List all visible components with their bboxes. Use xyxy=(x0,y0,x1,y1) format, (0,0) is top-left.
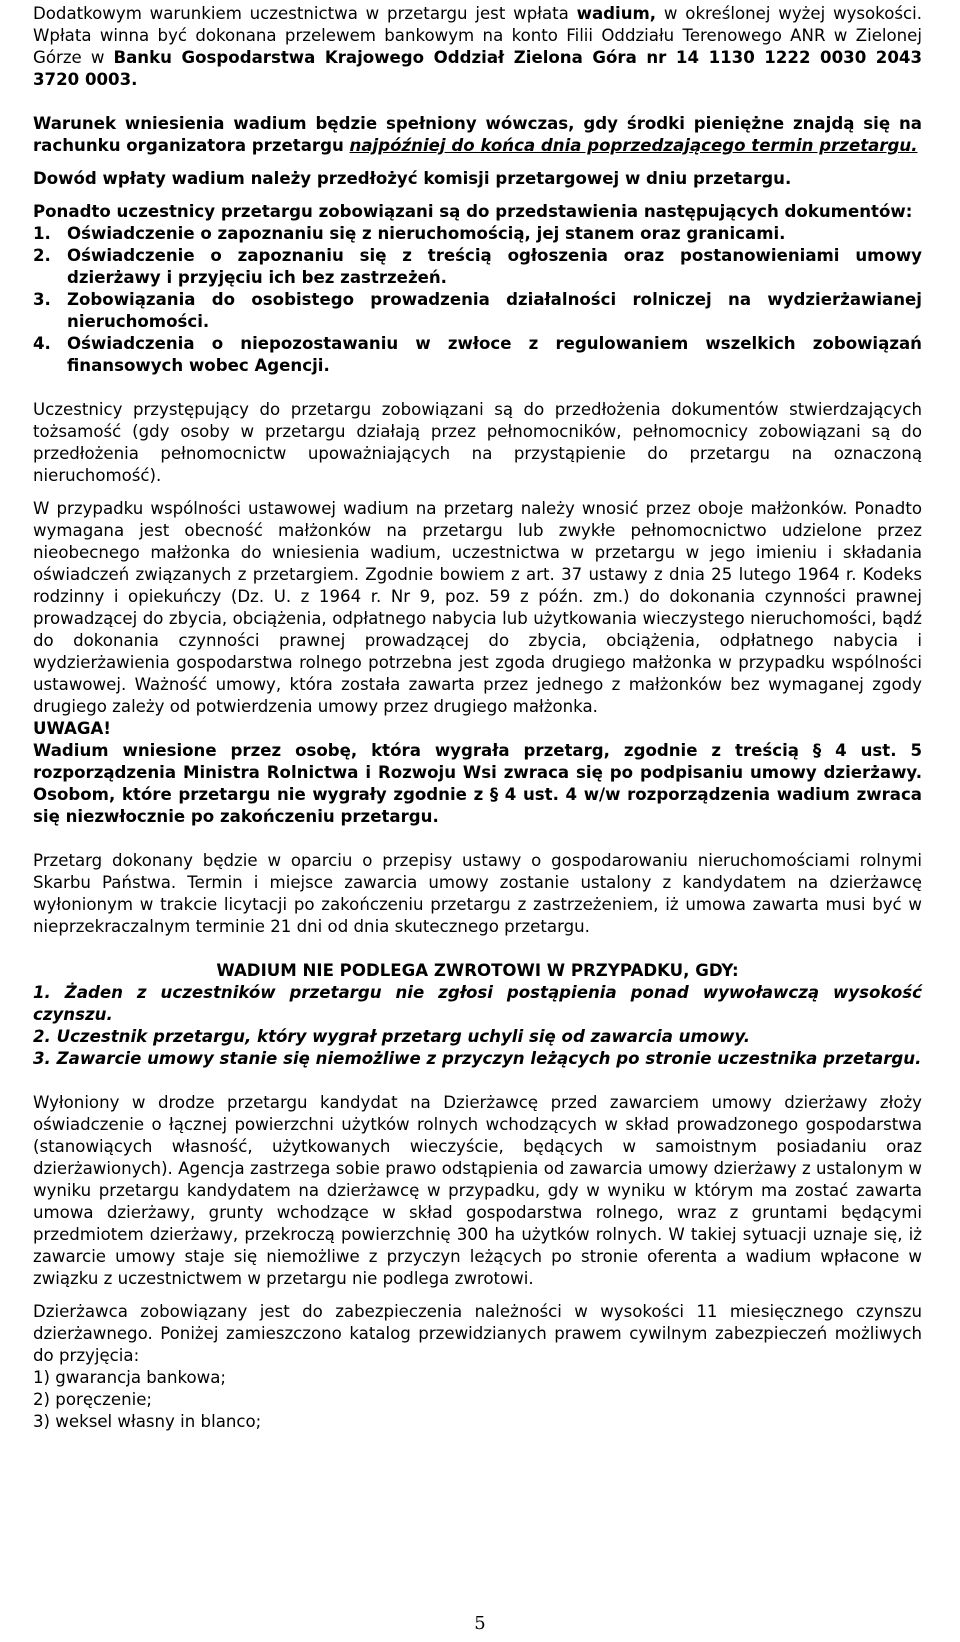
text-span: Dodatkowym warunkiem uczestnictwa w przetargu jest wpłata xyxy=(33,4,577,23)
bold-span: wadium, xyxy=(576,4,657,23)
spacer xyxy=(33,157,922,168)
list-item xyxy=(33,289,922,333)
section-heading: WADIUM NIE PODLEGA ZWROTOWI W PRZYPADKU, GDY: xyxy=(216,961,739,980)
warning-label: UWAGA! xyxy=(33,719,111,738)
text-span: Warunek wniesienia wadium będzie spełniony wówczas, gdy środki pieniężne znajdą się na rachunku organizatora przetargu xyxy=(33,114,922,155)
list-number: 1. xyxy=(33,224,51,243)
list-text: Oświadczenia o niepozostawaniu w zwłoce z regulowaniem wszelkich zobowiązań finansowych wobec Agencji. xyxy=(67,334,922,375)
paragraph-wadium-return: Wadium wniesione przez osobę, która wygrała przetarg, zgodnie z treścią § 4 ust. 5 rozporządzenia Ministra Rolnictwa i Rozwoju Wsi zwraca się po podpisaniu umowy dzierżawy. Osobom, które przetargu nie wygrały zgodnie z § 4 ust. 4 w/w rozporządzenia wadium zwraca się niezwłocznie po zakończeniu przetargu. xyxy=(33,741,922,826)
case-item: 3. Zawarcie umowy stanie się niemożliwe z przyczyn leżących po stronie uczestnika przetargu. xyxy=(33,1049,922,1068)
page-number: 5 xyxy=(474,1613,486,1634)
paragraph-identity-documents: Uczestnicy przystępujący do przetargu zobowiązani są do przedłożenia dokumentów stwierdzających tożsamość (gdy osoby w przetargu działają przez pełnomocników, pełnomocnicy zobowiązani są do przedłożenia pełnomocnictw upoważniających na przystąpienie do przetargu na oznaczoną nieruchomość). xyxy=(33,400,922,485)
list-text: Oświadczenie o zapoznaniu się z nieruchomością, jej stanem oraz granicami. xyxy=(67,224,786,243)
case-item: 1. Żaden z uczestników przetargu nie zgłosi postąpienia ponad wywoławczą wysokość czynszu. xyxy=(33,983,922,1024)
paragraph-documents-intro: Ponadto uczestnicy przetargu zobowiązani są do przedstawienia następujących dokumentów: xyxy=(33,202,913,221)
spacer xyxy=(33,1070,922,1092)
list-item xyxy=(33,245,922,289)
spacer xyxy=(33,190,922,201)
bank-account-text: Banku Gospodarstwa Krajowego Oddział Zielona Góra nr 14 1130 1222 0030 2043 3720 0003. xyxy=(33,48,922,89)
paragraph-wadium-payment xyxy=(33,3,922,91)
list-number: 2. xyxy=(33,246,51,265)
paragraph-tender-basis: Przetarg dokonany będzie w oparciu o przepisy ustawy o gospodarowaniu nieruchomościami rolnymi Skarbu Państwa. Termin i miejsce zawarcia umowy zostanie ustalony z kandydatem na dzierżawcę wyłonionym w trakcie licytacji po zakończeniu przetargu z zastrzeżeniem, iż umowa zawarta musi być w nieprzekraczalnym terminie 21 dni od dnia skutecznego przetargu. xyxy=(33,851,922,936)
security-item: 1) gwarancja bankowa; xyxy=(33,1368,226,1387)
spacer xyxy=(33,828,922,850)
list-text: Oświadczenie o zapoznaniu się z treścią ogłoszenia oraz postanowieniami umowy dzierżawy i przyjęciu ich bez zastrzeżeń. xyxy=(67,246,922,287)
paragraph-candidate-statement: Wyłoniony w drodze przetargu kandydat na Dzierżawcę przed zawarciem umowy dzierżawy złoży oświadczenie o łącznej powierzchni użytków rolnych wchodzących w skład prowadzonego gospodarstwa (stanowiących własność, użytkowanych wieczyście, będących w samoistnym posiadaniu oraz dzierżawionych). Agencja zastrzega sobie prawo odstąpienia od zawarcia umowy dzierżawy z ustalonym w wyniku przetargu kandydatem na dzierżawcę w przypadku, gdy w wyniku w którym ma zostać zawarta umowa dzierżawy, grunty wchodzące w skład gospodarstwa rolnego, wraz z gruntami będącymi przedmiotem dzierżawy, przekroczą powierzchnię 300 ha użytków rolnych. W takiej sytuacji uznaje się, iż zawarcie umowy staje się niemożliwe z przyczyn leżących po stronie oferenta a wadium wpłacone w związku z uczestnictwem w przetargu nie podlega zwrotowi. xyxy=(33,1093,922,1288)
spacer xyxy=(33,91,922,113)
text-span: w określonej wyżej wysokości. Wpłata winna być dokonana przelewem bankowym na konto Filii Oddziału Terenowego ANR w Zielonej Górze w xyxy=(33,4,923,67)
list-item xyxy=(33,333,922,377)
security-item: 3) weksel własny in blanco; xyxy=(33,1412,262,1431)
paragraph-security: Dzierżawca zobowiązany jest do zabezpieczenia należności w wysokości 11 miesięcznego czynszu dzierżawnego. Poniżej zamieszczono katalog przewidzianych prawem cywilnym zabezpieczeń możliwych do przyjęcia: xyxy=(33,1302,922,1365)
spacer xyxy=(33,1290,922,1301)
paragraph-proof-of-payment: Dowód wpłaty wadium należy przedłożyć komisji przetargowej w dniu przetargu. xyxy=(33,169,792,188)
spacer xyxy=(33,938,922,960)
spacer xyxy=(33,377,922,399)
list-text: Zobowiązania do osobistego prowadzenia działalności rolniczej na wydzierżawianej nieruchomości. xyxy=(67,290,922,331)
spacer xyxy=(33,487,922,498)
paragraph-wadium-condition xyxy=(33,113,922,157)
security-item: 2) poręczenie; xyxy=(33,1390,152,1409)
paragraph-joint-property: W przypadku wspólności ustawowej wadium na przetarg należy wnosić przez oboje małżonków. Ponadto wymagana jest obecność małżonków na przetargu lub zwykłe pełnomocnictwo udzielone przez nieobecnego małżonka do wniesienia wadium, uczestnictwa w przetargu w jego imieniu i składania oświadczeń związanych z przetargiem. Zgodnie bowiem z art. 37 ustawy z dnia 25 lutego 1964 r. Kodeks rodzinny i opiekuńczy (Dz. U. z 1964 r. Nr 9, poz. 59 z późn. zm.) do dokonania czynności prawnej prowadzącej do zbycia, obciążenia, odpłatnego nabycia lub użytkowania wieczystego nieruchomości, bądź do dokonania czynności prawnej prowadzącej do zbycia, obciążenia, odpłatnego nabycia i wydzierżawienia gospodarstwa rolnego potrzebna jest zgoda drugiego małżonka w przypadku wspólności ustawowej. Ważność umowy, która została zawarta przez jednego z małżonków bez wymaganej zgody drugiego zależy od potwierdzenia umowy przez drugiego małżonka. xyxy=(33,499,922,716)
documents-list xyxy=(33,223,922,377)
case-item: 2. Uczestnik przetargu, który wygrał przetarg uchyli się od zawarcia umowy. xyxy=(33,1027,751,1046)
list-item xyxy=(33,223,922,245)
list-number: 3. xyxy=(33,290,51,309)
deadline-text: najpóźniej do końca dnia poprzedzającego termin przetargu. xyxy=(349,136,918,155)
list-number: 4. xyxy=(33,334,51,353)
